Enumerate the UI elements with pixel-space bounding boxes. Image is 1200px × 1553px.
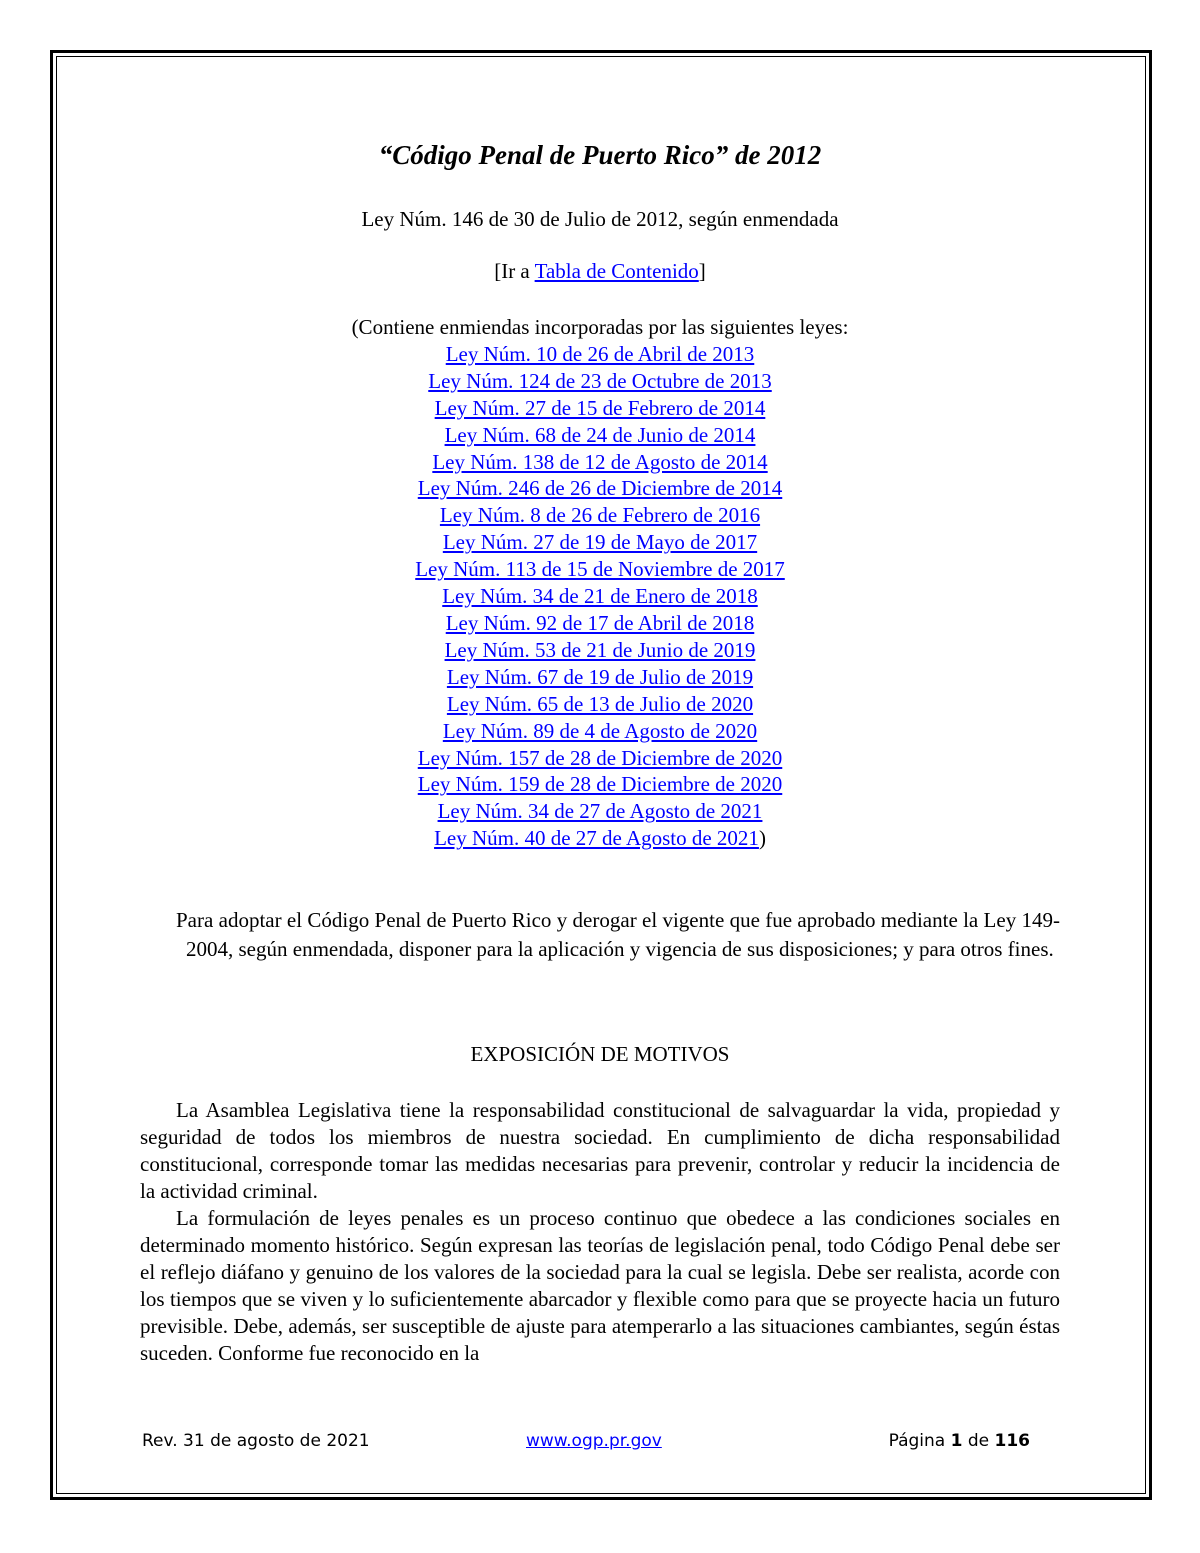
page-current: 1 — [950, 1431, 963, 1451]
page-middle: de — [962, 1431, 995, 1451]
amendment-link[interactable]: Ley Núm. 159 de 28 de Diciembre de 2020 — [417, 772, 783, 797]
amendment-link[interactable]: Ley Núm. 34 de 21 de Enero de 2018 — [442, 584, 758, 609]
page-number — [889, 1431, 1030, 1451]
body-paragraph: La Asamblea Legislativa tiene la responsabilidad constitucional de salvaguardar la vida, propiedad y seguridad de todos los miembros de nuestra sociedad. En cumplimiento de dicha responsabilidad constitucional, corresponde tomar las medidas necesarias para prevenir, controlar y reducir la incidencia de la actividad criminal. — [140, 1098, 1060, 1203]
amendment-link[interactable]: Ley Núm. 27 de 15 de Febrero de 2014 — [434, 395, 766, 420]
page-prefix: Página — [888, 1431, 951, 1451]
section-heading: EXPOSICIÓN DE MOTIVOS — [470, 1042, 730, 1066]
amendment-link[interactable]: Ley Núm. 53 de 21 de Junio de 2019 — [444, 637, 756, 662]
toc-suffix: ] — [698, 259, 706, 283]
amendments-intro: (Contiene enmiendas incorporadas por las siguientes leyes: — [351, 315, 849, 339]
amendment-link[interactable]: Ley Núm. 138 de 12 de Agosto de 2014 — [432, 449, 768, 474]
website-link[interactable]: www.ogp.pr.gov — [526, 1431, 662, 1451]
document-title: “Código Penal de Puerto Rico” de 2012 — [378, 140, 822, 170]
amendment-link[interactable]: Ley Núm. 34 de 27 de Agosto de 2021 — [437, 799, 763, 824]
amendment-link[interactable]: Ley Núm. 89 de 4 de Agosto de 2020 — [442, 718, 758, 743]
amendment-link[interactable]: Ley Núm. 10 de 26 de Abril de 2013 — [445, 341, 755, 366]
amendment-link[interactable]: Ley Núm. 67 de 19 de Julio de 2019 — [446, 664, 754, 689]
amendment-link[interactable]: Ley Núm. 92 de 17 de Abril de 2018 — [445, 610, 755, 635]
amendment-link[interactable]: Ley Núm. 68 de 24 de Junio de 2014 — [444, 422, 756, 447]
purpose-statement: Para adoptar el Código Penal de Puerto Rico y derogar el vigente que fue aprobado mediante la Ley 149-2004, según enmendada, disponer para la aplicación y vigencia de sus disposiciones; y para otros fines. — [176, 908, 1060, 961]
revision-date: Rev. 31 de agosto de 2021 — [142, 1431, 370, 1451]
amendment-link[interactable]: Ley Núm. 8 de 26 de Febrero de 2016 — [439, 503, 761, 528]
page-total: 116 — [994, 1431, 1030, 1451]
amendment-link[interactable]: Ley Núm. 27 de 19 de Mayo de 2017 — [442, 530, 758, 555]
amendment-link[interactable]: Ley Núm. 157 de 28 de Diciembre de 2020 — [417, 745, 783, 770]
toc-link[interactable]: Tabla de Contenido — [534, 259, 699, 283]
amendment-link[interactable]: Ley Núm. 113 de 15 de Noviembre de 2017 — [415, 557, 785, 582]
amendments-block — [140, 314, 1060, 852]
amendment-link[interactable]: Ley Núm. 65 de 13 de Julio de 2020 — [446, 691, 754, 716]
toc-line — [140, 259, 1060, 284]
amendment-link[interactable]: Ley Núm. 124 de 23 de Octubre de 2013 — [428, 368, 772, 393]
amendments-close: ) — [758, 826, 766, 851]
body-paragraph: La formulación de leyes penales es un proceso continuo que obedece a las condiciones sociales en determinado momento histórico. Según expresan las teorías de legislación penal, todo Código Penal debe ser el reflejo diáfano y genuino de los valores de la sociedad para la cual se legisla. Debe ser realista, acorde con los tiempos que se viven y lo suficientemente abarcador y flexible como para que se proyecte hacia un futuro previsible. Debe, además, ser susceptible de ajuste para atemperarlo a las situaciones cambiantes, según éstas suceden. Conforme fue reconocido en la — [140, 1206, 1060, 1365]
document-subtitle: Ley Núm. 146 de 30 de Julio de 2012, según enmendada — [361, 207, 839, 231]
amendment-link[interactable]: Ley Núm. 40 de 27 de Agosto de 2021 — [434, 826, 759, 851]
toc-prefix: [Ir a — [494, 259, 535, 283]
amendment-link[interactable]: Ley Núm. 246 de 26 de Diciembre de 2014 — [417, 476, 783, 501]
